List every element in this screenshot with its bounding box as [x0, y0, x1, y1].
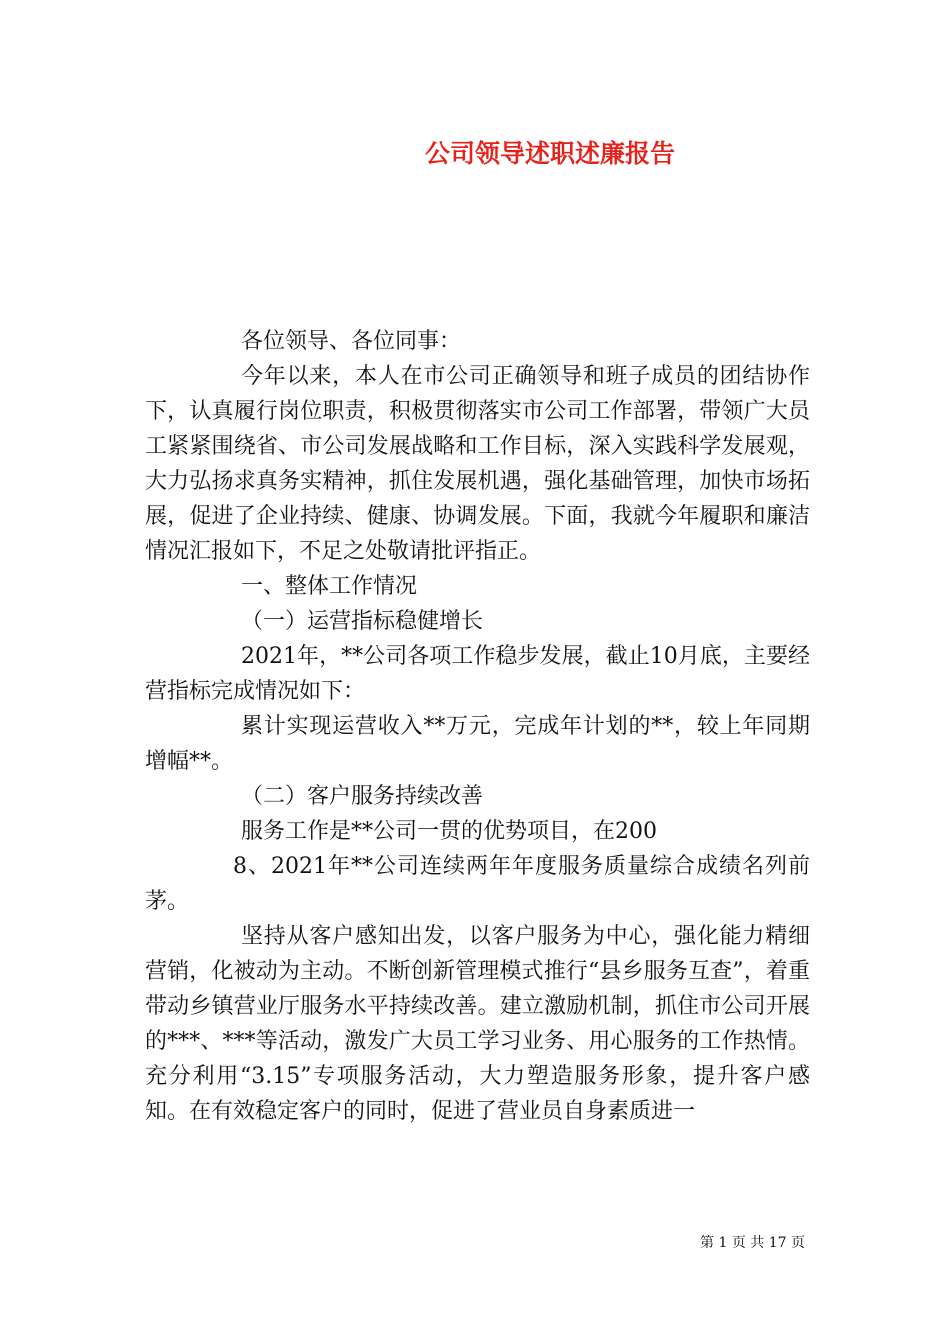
paragraph: 坚持从客户感知出发，以客户服务为中心，强化能力精细营销，化被动为主动。不断创新管理模式推行“县乡服务互查”，着重带动乡镇营业厅服务水平持续改善。建立激励机制，抓住市公司开展的***、***等活动，激发广大员工学习业务、用心服务的工作热情。充分利用“3.15”专项服务活动，大力塑造服务形象，提升客户感知。在有效稳定客户的同时，促进了营业员自身素质进一	[145, 924, 810, 1124]
section-heading: 一、整体工作情况	[241, 574, 418, 599]
paragraph: 服务工作是**公司一贯的优势项目，在200	[241, 819, 657, 844]
paragraph: 累计实现运营收入**万元，完成年计划的**，较上年同期增幅**。	[145, 714, 810, 774]
subsection-heading: （一）运营指标稳健增长	[241, 609, 484, 634]
salutation: 各位领导、各位同事：	[241, 329, 462, 354]
subsection-heading: （二）客户服务持续改善	[241, 784, 484, 809]
document-title: 公司领导述职述廉报告	[424, 139, 675, 168]
paragraph: 8、2021年**公司连续两年年度服务质量综合成绩名列前茅。	[145, 854, 810, 914]
intro-paragraph: 今年以来，本人在市公司正确领导和班子成员的团结协作下，认真履行岗位职责，积极贯彻落实市公司工作部署，带领广大员工紧紧围绕省、市公司发展战略和工作目标，深入实践科学发展观，大力弘扬求真务实精神，抓住发展机遇，强化基础管理，加快市场拓展，促进了企业持续、健康、协调发展。下面，我就今年履职和廉洁情况汇报如下，不足之处敬请批评指正。	[145, 364, 810, 564]
document-body	[145, 324, 810, 1129]
paragraph: 2021年，**公司各项工作稳步发展，截止10月底，主要经营指标完成情况如下：	[145, 644, 810, 704]
page-number: 第 1 页 共 17 页	[700, 1235, 805, 1251]
